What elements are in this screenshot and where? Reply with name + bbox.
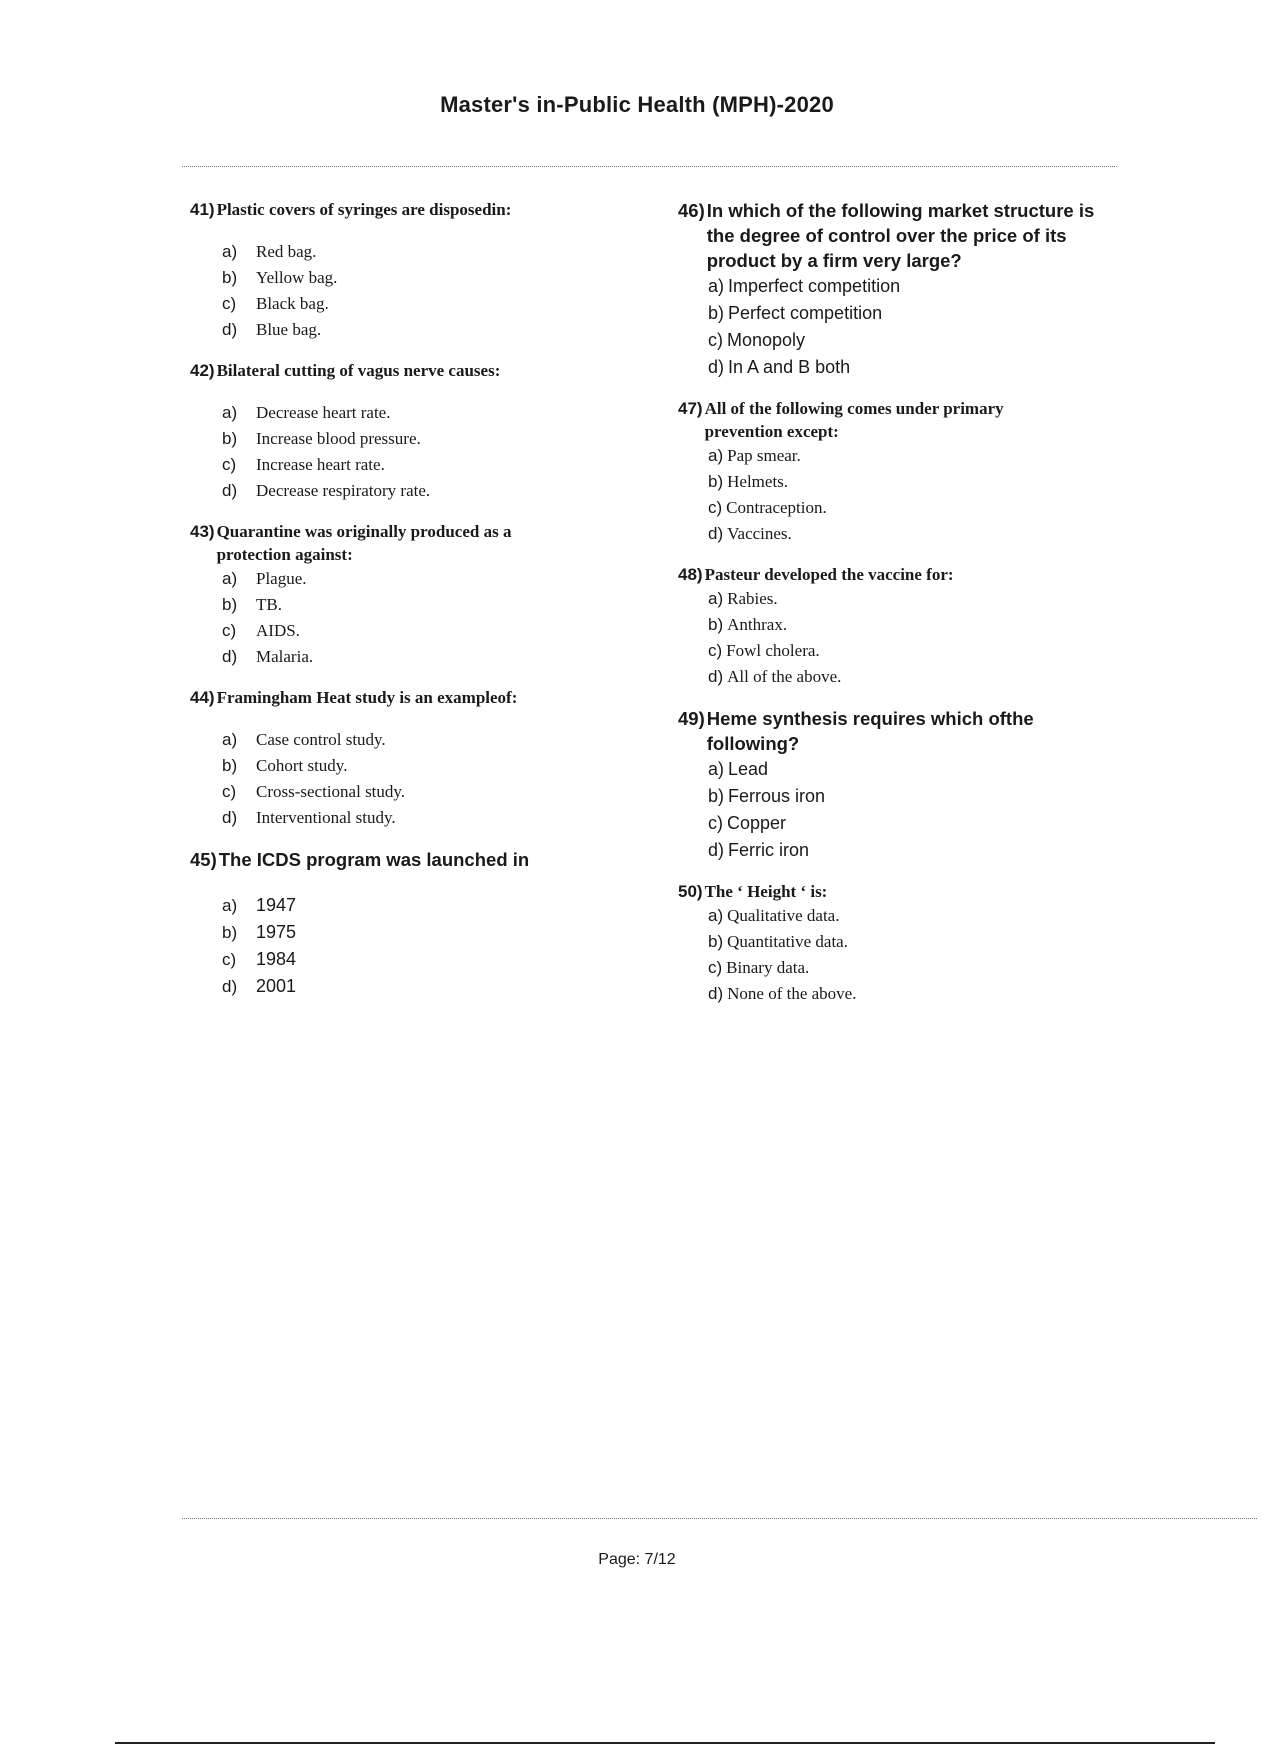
footer-divider [182,1518,1257,1519]
question-number: 44) [190,688,215,707]
option-a: a) Rabies. [708,589,778,608]
question-number: 49) [678,708,705,729]
question-text: Quarantine was originally produced as a protection against: [216,522,512,564]
option-b: b) Increase blood pressure. [222,429,421,448]
question-text: In which of the following market structure is the degree of control over the price of its product by a firm very large? [706,200,1095,271]
question-stem [190,198,660,221]
left-column [190,198,660,1000]
option-a: a) Lead [708,759,769,779]
option-a: a) Qualitative data. [708,906,840,925]
option-d: d) Malaria. [222,647,314,666]
question-47 [678,397,1118,547]
page-title: Master's in-Public Health (MPH)-2020 [440,92,834,117]
question-44 [190,686,660,831]
question-46 [678,198,1118,381]
question-stem [678,397,1118,443]
question-number: 48) [678,565,703,584]
option-d: d) Blue bag. [222,320,322,339]
option-list [678,586,1118,690]
option-list [190,239,660,343]
question-stem [190,847,660,872]
option-a: a) Case control study. [222,730,386,749]
option-list [678,273,1118,381]
option-a: a) Plague. [222,569,307,588]
option-c: c) 1984 [222,949,297,969]
question-text: Pasteur developed the vaccine for: [704,565,954,584]
option-b: b) TB. [222,595,282,614]
question-49 [678,706,1118,864]
question-42 [190,359,660,504]
question-stem [678,563,1118,586]
option-b: b) Perfect competition [708,303,883,323]
option-a: a) Imperfect competition [708,276,901,296]
option-a: a) Pap smear. [708,446,801,465]
question-number: 43) [190,522,215,541]
option-list [190,892,660,1000]
option-c: c) Increase heart rate. [222,455,385,474]
option-list [678,903,1118,1007]
question-number: 50) [678,882,703,901]
option-b: b) 1975 [222,922,297,942]
question-43 [190,520,660,670]
question-stem [190,520,660,566]
question-stem [190,686,660,709]
question-text: Framingham Heat study is an exampleof: [216,688,518,707]
question-stem [678,198,1118,273]
option-b: b) Ferrous iron [708,786,826,806]
question-41 [190,198,660,343]
right-column [678,198,1118,1007]
header-divider [182,166,1117,167]
option-d: d) Decrease respiratory rate. [222,481,431,500]
question-stem [678,706,1118,756]
question-text: The ICDS program was launched in [218,849,530,870]
option-b: b) Yellow bag. [222,268,338,287]
option-d: d) In A and B both [708,357,851,377]
option-c: c) Binary data. [708,958,810,977]
option-c: c) Monopoly [708,330,806,350]
page-number: Page: 7/12 [598,1551,676,1568]
option-c: c) AIDS. [222,621,300,640]
option-d: d) All of the above. [708,667,842,686]
question-text: Plastic covers of syringes are disposedin: [216,200,512,219]
option-c: c) Copper [708,813,787,833]
question-text: All of the following comes under primary prevention except: [704,399,1004,441]
option-d: d) Interventional study. [222,808,396,827]
option-a: a) Decrease heart rate. [222,403,391,422]
option-a: a) 1947 [222,895,297,915]
question-text: Heme synthesis requires which ofthe following? [706,708,1034,754]
option-list [678,443,1118,547]
option-list [190,727,660,831]
option-a: a) Red bag. [222,242,317,261]
option-d: d) Ferric iron [708,840,810,860]
option-d: d) 2001 [222,976,297,996]
question-stem [190,359,660,382]
option-c: c) Contraception. [708,498,827,517]
question-text: Bilateral cutting of vagus nerve causes: [216,361,501,380]
question-number: 42) [190,361,215,380]
option-c: c) Cross-sectional study. [222,782,406,801]
question-number: 47) [678,399,703,418]
option-b: b) Cohort study. [222,756,348,775]
option-list [678,756,1118,864]
question-45 [190,847,660,1000]
option-b: b) Quantitative data. [708,932,848,951]
question-stem [678,880,1118,903]
option-c: c) Black bag. [222,294,329,313]
question-number: 41) [190,200,215,219]
option-c: c) Fowl cholera. [708,641,820,660]
option-d: d) None of the above. [708,984,857,1003]
question-48 [678,563,1118,690]
option-b: b) Helmets. [708,472,789,491]
option-d: d) Vaccines. [708,524,792,543]
option-b: b) Anthrax. [708,615,788,634]
option-list [190,566,660,670]
question-text: The ‘ Height ‘ is: [704,882,828,901]
question-50 [678,880,1118,1007]
question-number: 46) [678,200,705,221]
scan-edge-line [115,1742,1215,1744]
option-list [190,400,660,504]
question-number: 45) [190,849,217,870]
